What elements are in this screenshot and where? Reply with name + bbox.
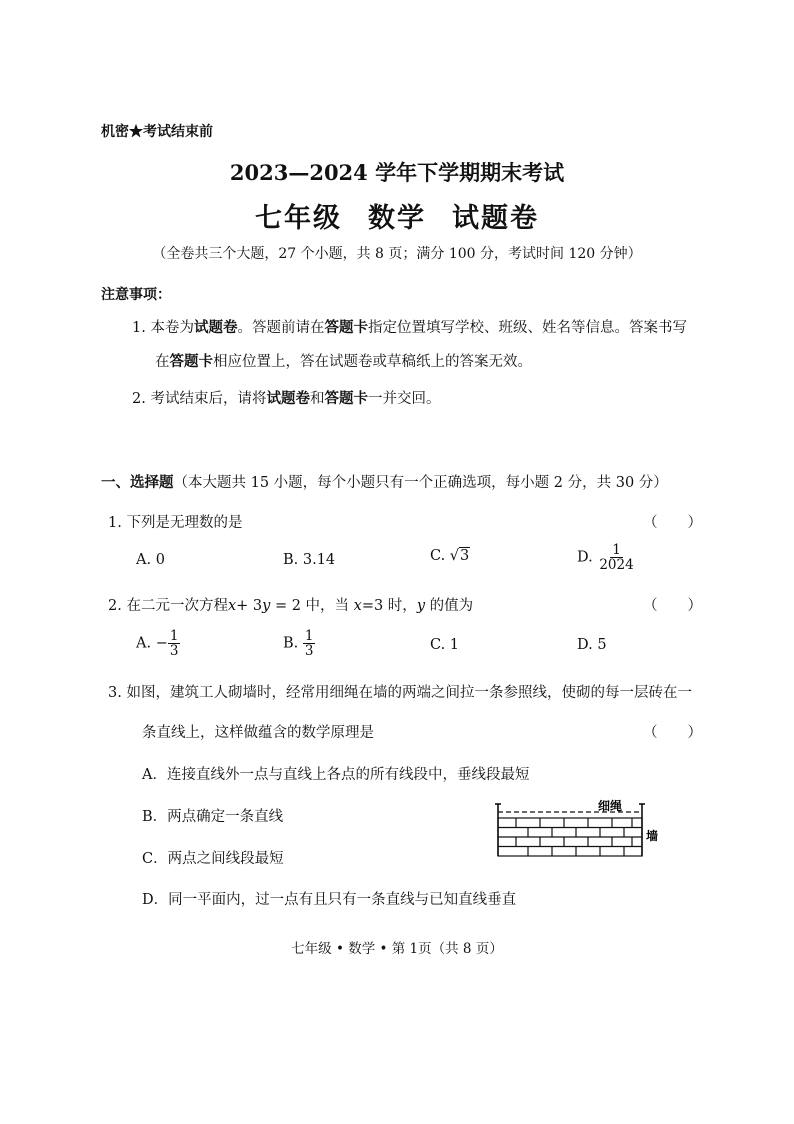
question-text: 的值为 [429,598,474,614]
numerator: 1 [304,628,314,644]
question-2-stem [108,594,473,615]
notice-text: 一并交回。 [367,391,441,407]
denominator: 3 [304,643,314,660]
confidential-mark: 机密★考试结束前 [101,124,213,140]
fraction [303,629,316,658]
notice-text: 考试结束后，请将 [150,391,267,407]
paper-title-subject: 数学 [368,203,426,234]
paper-title-grade: 七年级 [255,203,342,234]
paper-title-paper: 试题卷 [452,203,539,234]
wall-label: 墙 [646,829,659,843]
question-text: 中，当 [305,598,350,614]
q2-option-a [136,629,180,658]
variable: y [262,598,271,614]
paper-title [0,196,794,235]
question-text: 在二元一次方程 [126,598,228,614]
denominator: 3 [169,643,179,660]
question-3-stem-line2: 条直线上，这样做蕴含的数学原理是 [142,725,374,741]
answer-paren: （） [643,515,732,531]
notice-item-1-line2 [155,350,532,371]
question-number: 1. [108,515,122,531]
sqrt-expression: √3 [449,548,470,564]
question-1-stem [108,511,242,532]
q2-option-b [283,629,315,658]
q2-option-d [577,637,607,653]
fraction [597,543,635,572]
option-label: D. [577,549,593,566]
notice-text: 。答题前请在 [237,320,325,336]
notice-emphasis: 答题卡 [324,390,368,407]
option-text: 3.14 [302,552,336,568]
option-label: D. [577,637,593,653]
option-text: 5 [597,637,607,653]
q1-option-c [430,548,470,564]
section-heading [101,471,668,492]
q3-option-b: B．两点确定一条直线 [142,809,284,825]
section-detail: （本大题共 15 小题，每个小题只有一个正确选项，每小题 2 分，共 30 分） [173,475,668,491]
equation-part: = 2 [274,598,301,614]
exam-title: 2023—2024 学年下学期期末考试 [229,160,565,185]
denominator: 2024 [599,557,634,574]
notice-text: 相应位置上，答在试题卷或草稿纸上的答案无效。 [213,354,532,370]
notice-emphasis: 试题卷 [266,390,310,407]
brick-rows [498,818,642,856]
notice-text: 和 [309,391,325,407]
notice-emphasis: 答题卡 [169,353,213,370]
paper-info: （全卷共三个大题，27 个小题，共 8 页；满分 100 分，考试时间 120 分钟） [152,246,642,262]
answer-paren: （） [643,598,732,614]
option-label: B. [283,635,299,652]
option-text: 1 [449,637,460,653]
q3-option-a: A．连接直线外一点与直线上各点的所有线段中，垂线段最短 [142,767,530,783]
numerator: 1 [169,628,179,644]
variable: y [416,598,426,614]
numerator: 1 [612,542,621,558]
q3-option-c: C．两点之间线段最短 [142,851,284,867]
notice-item-1-line1 [132,316,687,337]
option-label: A. [136,552,152,568]
option-label: B. [283,552,299,568]
brick-wall-figure [494,798,674,864]
q1-option-a [136,552,165,568]
variable: x [353,598,362,614]
question-text: 下列是无理数的是 [126,515,243,531]
rope-label: 细绳 [598,799,623,813]
notice-text: 指定位置填写学校、班级、姓名等信息。答案书写 [367,320,687,336]
option-label: C. [430,637,446,653]
option-label: C. [430,548,446,564]
answer-paren: （） [643,725,732,741]
notice-text: 在 [155,354,170,370]
q1-option-d [577,543,636,572]
notice-emphasis: 试题卷 [193,319,238,336]
q1-option-b [283,552,335,568]
notice-text: 本卷为 [150,320,194,336]
equation-part: + 3 [236,598,263,614]
minus-sign: − [155,635,168,652]
section-label: 一、选择题 [101,474,174,491]
question-3-stem-line1 [108,681,692,702]
q3-option-d: D．同一平面内，过一点有且只有一条直线与已知直线垂直 [142,892,517,908]
option-text: 0 [155,552,165,568]
radicand: 3 [460,548,470,564]
option-label: A. [136,635,152,652]
notice-emphasis: 答题卡 [324,319,368,336]
notice-heading: 注意事项： [101,287,171,303]
page-footer: 七年级 • 数学 • 第 1页（共 8 页） [291,941,503,957]
variable: x [227,598,237,614]
notice-num: 2. [132,391,146,407]
question-number: 2. [108,598,122,614]
notice-num: 1. [132,320,146,336]
question-text: 如图，建筑工人砌墙时，经常用细绳在墙的两端之间拉一条参照线，使砌的每一层砖在一 [126,685,692,701]
question-number: 3. [108,685,122,701]
q2-option-c [430,637,459,653]
notice-item-2 [132,387,440,408]
fraction [168,629,181,658]
question-text: =3 时， [361,598,417,614]
